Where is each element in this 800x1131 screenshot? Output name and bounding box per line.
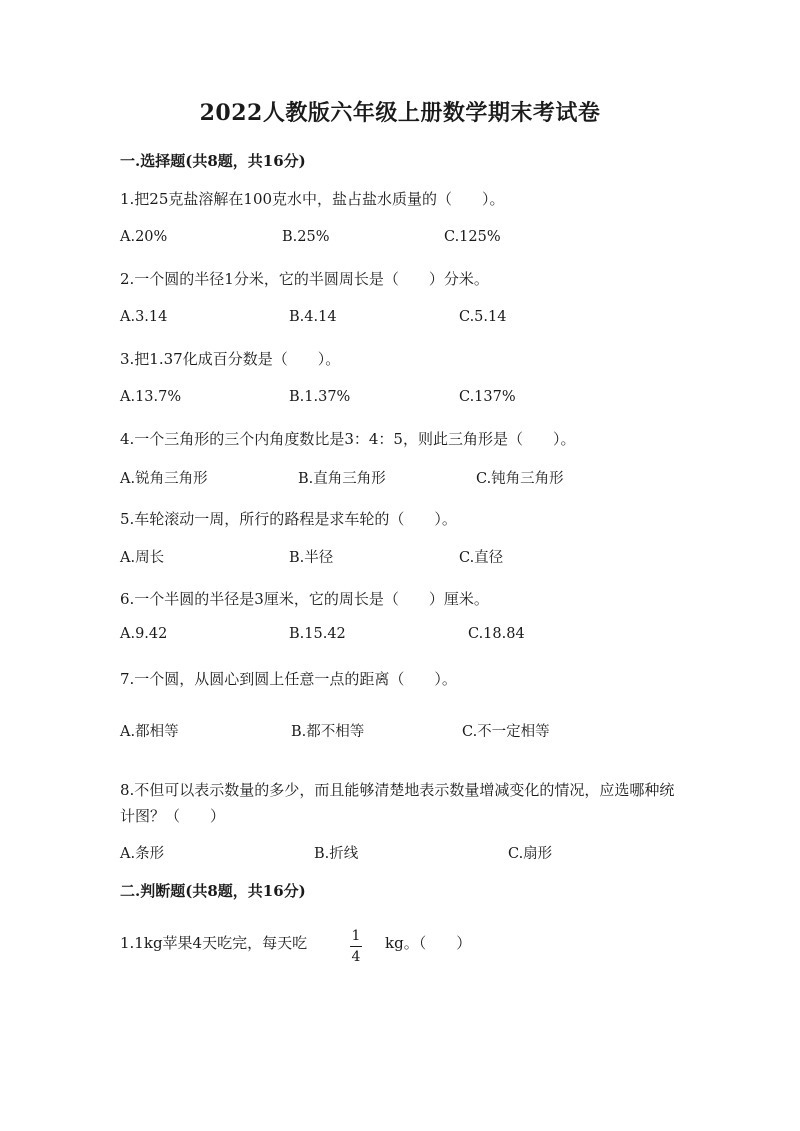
section-heading-judge: 二.判断题(共8题，共16分) bbox=[120, 882, 306, 900]
q6-option-b[interactable]: B.15.42 bbox=[289, 626, 346, 642]
q4-option-a[interactable]: A.锐角三角形 bbox=[120, 471, 208, 487]
question-8: 8.不但可以表示数量的多少，而且能够清楚地表示数量增减变化的情况，应选哪种统计图？（ ） bbox=[120, 781, 675, 825]
judge-question-1-tail: kg。（ ） bbox=[385, 934, 472, 952]
question-6: 6.一个半圆的半径是3厘米，它的周长是（ ）厘米。 bbox=[120, 590, 489, 608]
question-2: 2.一个圆的半径1分米，它的半圆周长是（ ）分米。 bbox=[120, 270, 489, 288]
judge-question-1-text: 1.1kg苹果4天吃完，每天吃 bbox=[120, 934, 308, 952]
q8-option-b[interactable]: B.折线 bbox=[314, 846, 359, 862]
question-5: 5.车轮滚动一周，所行的路程是求车轮的（ ）。 bbox=[120, 510, 457, 528]
page-title: 2022人教版六年级上册数学期末考试卷 bbox=[199, 100, 601, 126]
q5-option-c[interactable]: C.直径 bbox=[459, 550, 504, 566]
q8-option-a[interactable]: A.条形 bbox=[120, 846, 165, 862]
section-heading-choice: 一.选择题(共8题，共16分) bbox=[120, 152, 306, 170]
question-3: 3.把1.37化成百分数是（ ）。 bbox=[120, 350, 341, 368]
q2-option-a[interactable]: A.3.14 bbox=[120, 309, 168, 325]
q3-option-c[interactable]: C.137% bbox=[459, 389, 516, 405]
q5-option-a[interactable]: A.周长 bbox=[120, 550, 165, 566]
fraction-numerator: 1 bbox=[351, 928, 361, 944]
q3-option-a[interactable]: A.13.7% bbox=[120, 389, 182, 405]
question-1: 1.把25克盐溶解在100克水中，盐占盐水质量的（ ）。 bbox=[120, 190, 505, 208]
q6-option-a[interactable]: A.9.42 bbox=[120, 626, 168, 642]
q3-option-b[interactable]: B.1.37% bbox=[289, 389, 351, 405]
q1-option-a[interactable]: A.20% bbox=[120, 229, 168, 245]
question-7: 7.一个圆，从圆心到圆上任意一点的距离（ ）。 bbox=[120, 670, 457, 688]
question-4: 4.一个三角形的三个内角度数比是3：4：5，则此三角形是（ ）。 bbox=[120, 430, 576, 448]
q2-option-b[interactable]: B.4.14 bbox=[289, 309, 337, 325]
q4-option-b[interactable]: B.直角三角形 bbox=[298, 471, 386, 487]
q8-option-c[interactable]: C.扇形 bbox=[508, 846, 553, 862]
q1-option-b[interactable]: B.25% bbox=[282, 229, 330, 245]
fraction bbox=[350, 928, 362, 965]
q5-option-b[interactable]: B.半径 bbox=[289, 550, 334, 566]
fraction-bar bbox=[350, 946, 362, 947]
q7-option-c[interactable]: C.不一定相等 bbox=[462, 724, 550, 740]
q1-option-c[interactable]: C.125% bbox=[444, 229, 501, 245]
q7-option-b[interactable]: B.都不相等 bbox=[291, 724, 365, 740]
fraction-denominator: 4 bbox=[351, 949, 361, 965]
q6-option-c[interactable]: C.18.84 bbox=[468, 626, 525, 642]
q4-option-c[interactable]: C.钝角三角形 bbox=[476, 471, 564, 487]
q2-option-c[interactable]: C.5.14 bbox=[459, 309, 507, 325]
q7-option-a[interactable]: A.都相等 bbox=[120, 724, 179, 740]
